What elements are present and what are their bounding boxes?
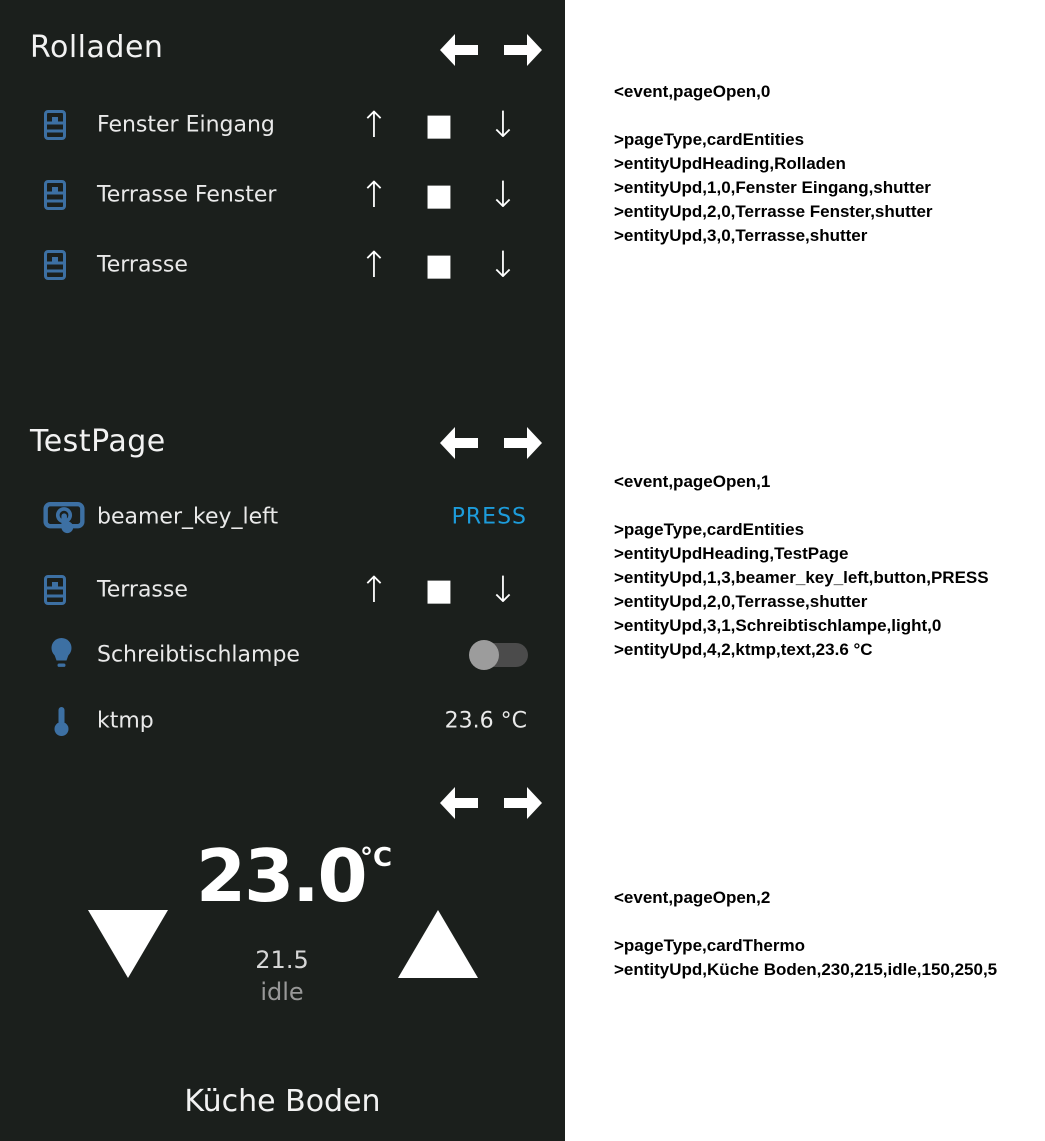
log-line: >entityUpd,1,3,beamer_key_left,button,PRESS	[614, 568, 989, 587]
log-line: >entityUpd,2,0,Terrasse Fenster,shutter	[614, 202, 933, 221]
log-line: >pageType,cardEntities	[614, 520, 805, 539]
triangle-up-icon	[398, 910, 478, 978]
log-line: >entityUpd,4,2,ktmp,text,23.6 °C	[614, 640, 873, 659]
hvac-state: idle	[260, 978, 304, 1006]
log-line: >entityUpdHeading,TestPage	[614, 544, 849, 563]
log-line: <event,pageOpen,1	[614, 472, 771, 491]
log-line: >entityUpd,2,0,Terrasse,shutter	[614, 592, 868, 611]
shutter-up-button[interactable]: ↑	[352, 90, 396, 160]
shutter-stop-button[interactable]: ■	[417, 160, 461, 230]
entity-label: Terrasse Fenster	[97, 182, 277, 208]
current-temperature: 23.0	[196, 834, 366, 918]
entity-label: Terrasse	[97, 577, 188, 603]
log-line	[614, 910, 1034, 934]
arrow-left-icon	[440, 787, 478, 819]
shutter-down-button[interactable]: ↓	[481, 230, 525, 300]
triangle-down-icon	[88, 910, 168, 978]
log-block-page2	[614, 886, 1034, 982]
page-title: TestPage	[30, 424, 166, 459]
log-line: <event,pageOpen,0	[614, 82, 771, 101]
shutter-up-button[interactable]: ↑	[352, 160, 396, 230]
log-line: >entityUpdHeading,Rolladen	[614, 154, 846, 173]
entity-label: Fenster Eingang	[97, 112, 275, 138]
shutter-stop-button[interactable]: ■	[417, 230, 461, 300]
log-block-page0	[614, 80, 1034, 248]
shutter-stop-button[interactable]: ■	[417, 555, 461, 625]
arrow-right-icon	[504, 787, 542, 819]
nav-next-button[interactable]	[504, 786, 542, 820]
shutter-up-button[interactable]: ↑	[352, 230, 396, 300]
shutter-down-button[interactable]: ↓	[481, 160, 525, 230]
nav-prev-button[interactable]	[440, 786, 478, 820]
shutter-down-button[interactable]: ↓	[481, 90, 525, 160]
log-block-page1	[614, 470, 1034, 662]
log-line: >pageType,cardThermo	[614, 936, 805, 955]
entity-label: Schreibtischlampe	[97, 642, 300, 668]
shutter-up-button[interactable]: ↑	[352, 555, 396, 625]
log-line: <event,pageOpen,2	[614, 888, 771, 907]
log-line: >entityUpd,3,0,Terrasse,shutter	[614, 226, 868, 245]
log-line: >entityUpd,3,1,Schreibtischlampe,light,0	[614, 616, 942, 635]
thermostat-title: Küche Boden	[184, 1084, 381, 1119]
shutter-down-button[interactable]: ↓	[481, 555, 525, 625]
entity-label: Terrasse	[97, 252, 188, 278]
log-line	[614, 494, 1034, 518]
entity-label: ktmp	[97, 708, 154, 734]
log-line: >entityUpd,1,0,Fenster Eingang,shutter	[614, 178, 931, 197]
setpoint-temperature: 21.5	[255, 946, 309, 974]
log-line: >pageType,cardEntities	[614, 130, 805, 149]
temperature-unit: °C	[360, 843, 393, 873]
page-title: Rolladen	[30, 30, 164, 65]
log-line	[614, 104, 1034, 128]
shutter-stop-button[interactable]: ■	[417, 90, 461, 160]
entity-label: beamer_key_left	[97, 504, 279, 530]
temp-down-button[interactable]	[88, 910, 168, 978]
entity-value: 23.6 °C	[444, 708, 527, 734]
log-line: >entityUpd,Küche Boden,230,215,idle,150,250,5	[614, 960, 998, 979]
temp-up-button[interactable]	[398, 910, 478, 978]
press-button[interactable]: PRESS	[451, 504, 527, 530]
